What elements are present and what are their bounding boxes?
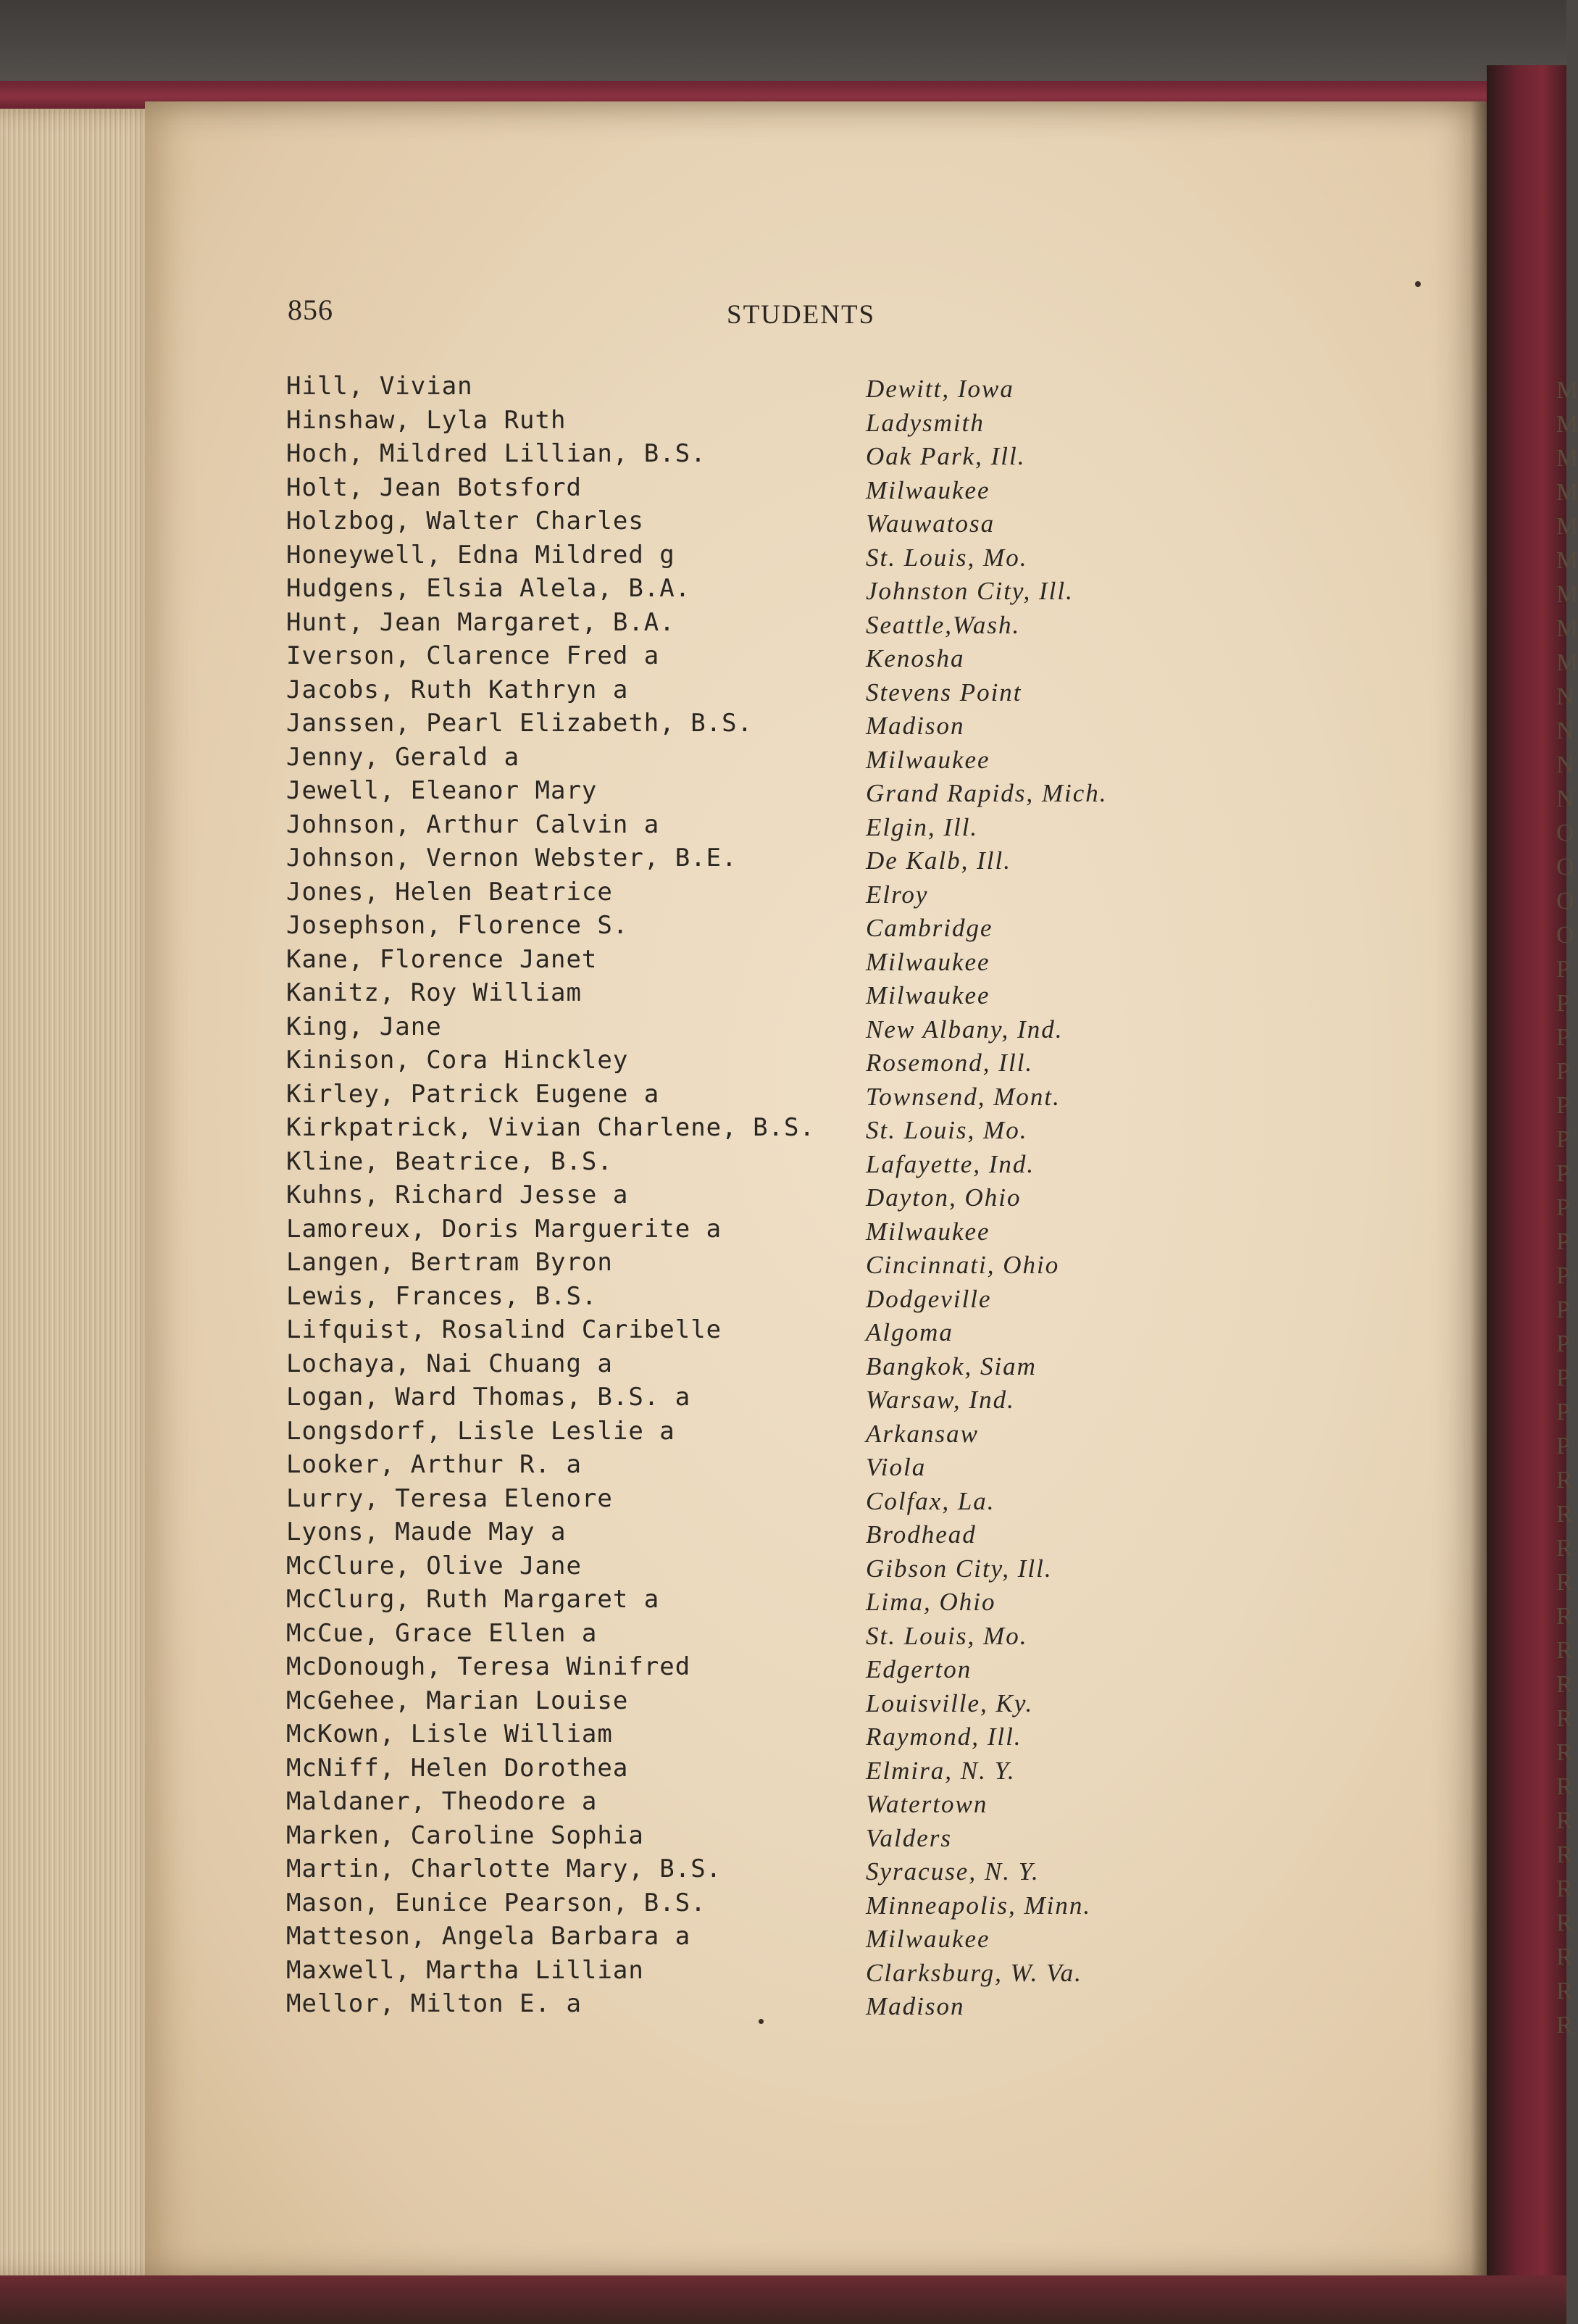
- page-speck: [1415, 281, 1421, 287]
- student-hometown: Milwaukee: [866, 745, 990, 774]
- list-item: [286, 1517, 1199, 1552]
- student-name: McNiff, Helen Dorothea: [286, 1753, 629, 1783]
- list-item: [286, 608, 1199, 642]
- student-hometown: St. Louis, Mo.: [866, 1621, 1028, 1650]
- list-item: [286, 1450, 1199, 1484]
- student-hometown: Valders: [866, 1823, 952, 1852]
- list-item: [286, 743, 1199, 777]
- student-hometown: Lima, Ohio: [866, 1588, 996, 1616]
- student-name: Kinison, Cora Hinckley: [286, 1046, 629, 1075]
- student-name: McGehee, Marian Louise: [286, 1686, 629, 1715]
- list-item: [286, 1754, 1199, 1788]
- list-item: [286, 844, 1199, 878]
- student-hometown: Raymond, Ill.: [866, 1723, 1022, 1751]
- list-item: [286, 1080, 1199, 1114]
- student-name: Martin, Charlotte Mary, B.S.: [286, 1854, 722, 1883]
- list-item: [286, 1417, 1199, 1451]
- student-name: Kuhns, Richard Jesse a: [286, 1180, 629, 1209]
- student-name: Hunt, Jean Margaret, B.A.: [286, 607, 675, 637]
- student-hometown: Milwaukee: [866, 1217, 990, 1246]
- student-hometown: Dodgeville: [866, 1284, 992, 1313]
- student-hometown: Ladysmith: [866, 408, 985, 437]
- student-hometown: Elroy: [866, 880, 929, 909]
- list-item: [286, 1113, 1199, 1147]
- student-hometown: Wauwatosa: [866, 509, 995, 538]
- student-hometown: Oak Park, Ill.: [866, 442, 1026, 470]
- student-name: Maxwell, Martha Lillian: [286, 1955, 644, 1985]
- student-hometown: Milwaukee: [866, 475, 990, 504]
- student-name: Lurry, Teresa Elenore: [286, 1483, 613, 1513]
- list-item: [286, 406, 1199, 440]
- student-hometown: Elmira, N. Y.: [866, 1756, 1016, 1785]
- list-item: [286, 1619, 1199, 1653]
- student-hometown: Milwaukee: [866, 947, 990, 976]
- list-item: [286, 641, 1199, 675]
- student-name: Lochaya, Nai Chuang a: [286, 1349, 613, 1378]
- list-item: [286, 776, 1199, 810]
- student-hometown: Minneapolis, Minn.: [866, 1891, 1092, 1920]
- student-hometown: Algoma: [866, 1318, 953, 1346]
- list-item: [286, 1686, 1199, 1720]
- student-hometown: De Kalb, Ill.: [866, 846, 1011, 875]
- student-name: King, Jane: [286, 1012, 442, 1041]
- student-name: Hinshaw, Lyla Ruth: [286, 405, 567, 435]
- student-hometown: Dewitt, Iowa: [866, 375, 1014, 403]
- student-name: Janssen, Pearl Elizabeth, B.S.: [286, 709, 753, 738]
- student-hometown: Arkansaw: [866, 1419, 979, 1448]
- student-name: McClurg, Ruth Margaret a: [286, 1585, 660, 1614]
- student-name: Lamoreux, Doris Marguerite a: [286, 1214, 722, 1244]
- student-hometown: St. Louis, Mo.: [866, 543, 1028, 572]
- student-name: Johnson, Arthur Calvin a: [286, 809, 660, 839]
- student-hometown: Rosemond, Ill.: [866, 1049, 1034, 1077]
- student-name: Iverson, Clarence Fred a: [286, 641, 660, 670]
- student-name: Jenny, Gerald a: [286, 742, 520, 772]
- student-hometown: Seattle,Wash.: [866, 610, 1021, 639]
- student-name: Hudgens, Elsia Alela, B.A.: [286, 574, 691, 603]
- student-hometown: Madison: [866, 1992, 965, 2020]
- list-item: [286, 1821, 1199, 1855]
- student-hometown: Kenosha: [866, 644, 965, 672]
- student-hometown: Grand Rapids, Mich.: [866, 779, 1108, 807]
- list-item: [286, 1720, 1199, 1754]
- list-item: [286, 439, 1199, 473]
- student-name: Kirkpatrick, Vivian Charlene, B.S.: [286, 1113, 815, 1142]
- student-name: Looker, Arthur R. a: [286, 1450, 582, 1479]
- list-item: [286, 1956, 1199, 1990]
- list-item: [286, 1248, 1199, 1282]
- student-hometown: Johnston City, Ill.: [866, 577, 1074, 605]
- list-item: [286, 1484, 1199, 1518]
- student-hometown: Warsaw, Ind.: [866, 1386, 1015, 1414]
- student-hometown: New Albany, Ind.: [866, 1015, 1064, 1044]
- list-item: [286, 541, 1199, 575]
- list-item: [286, 1585, 1199, 1619]
- student-hometown: Viola: [866, 1453, 927, 1481]
- student-hometown: Syracuse, N. Y.: [866, 1857, 1040, 1886]
- student-name: Hill, Vivian: [286, 372, 473, 401]
- student-hometown: Cambridge: [866, 914, 993, 942]
- student-name: McKown, Lisle William: [286, 1720, 613, 1749]
- student-hometown: Milwaukee: [866, 1925, 990, 1953]
- student-name: Josephson, Florence S.: [286, 911, 629, 940]
- running-head: STUDENTS: [727, 300, 876, 330]
- list-item: [286, 1349, 1199, 1383]
- student-name: Hoch, Mildred Lillian, B.S.: [286, 439, 706, 468]
- student-name: Maldaner, Theodore a: [286, 1787, 598, 1816]
- student-name: Jacobs, Ruth Kathryn a: [286, 675, 629, 704]
- list-item: [286, 878, 1199, 912]
- student-name: Holt, Jean Botsford: [286, 472, 582, 502]
- list-item: [286, 574, 1199, 608]
- list-item: [286, 1652, 1199, 1686]
- student-name: Honeywell, Edna Mildred g: [286, 540, 675, 570]
- list-item: [286, 1989, 1199, 2023]
- list-item: [286, 1215, 1199, 1249]
- book-cover-bottom-edge: [0, 2275, 1566, 2324]
- list-item: [286, 1315, 1199, 1349]
- student-name: Johnson, Vernon Webster, B.E.: [286, 844, 738, 872]
- list-item: [286, 1787, 1199, 1821]
- student-hometown: St. Louis, Mo.: [866, 1116, 1028, 1144]
- list-item: [286, 945, 1199, 979]
- student-hometown: Bangkok, Siam: [866, 1351, 1037, 1380]
- student-name: McCue, Grace Ellen a: [286, 1618, 598, 1648]
- list-item: [286, 1552, 1199, 1586]
- list-item: [286, 372, 1199, 406]
- list-item: [286, 911, 1199, 945]
- list-item: [286, 1383, 1199, 1417]
- list-item: [286, 473, 1199, 507]
- student-name: Lyons, Maude May a: [286, 1517, 567, 1546]
- student-hometown: Cincinnati, Ohio: [866, 1251, 1060, 1279]
- student-hometown: Elgin, Ill.: [866, 812, 979, 841]
- student-name: Kline, Beatrice, B.S.: [286, 1146, 613, 1176]
- page-number: 856: [288, 293, 333, 326]
- student-name: Holzbog, Walter Charles: [286, 507, 644, 536]
- student-hometown: Watertown: [866, 1790, 988, 1818]
- scanner-background: [0, 0, 1566, 87]
- student-name: Kane, Florence Janet: [286, 944, 598, 974]
- student-name: Longsdorf, Lisle Leslie a: [286, 1416, 675, 1446]
- list-item: [286, 978, 1199, 1012]
- list-item: [286, 1046, 1199, 1080]
- list-item: [286, 1147, 1199, 1181]
- student-name: Mason, Eunice Pearson, B.S.: [286, 1888, 706, 1917]
- list-item: [286, 1282, 1199, 1316]
- list-item: [286, 675, 1199, 709]
- facing-page-cropped-letters: M M M M M M M M M N N N N O O O O P P P P P P P P P P P P P P P R R R R R R R R R R R R R R R R R: [1556, 377, 1578, 2038]
- student-name: Lifquist, Rosalind Caribelle: [286, 1315, 722, 1344]
- student-name: Kirley, Patrick Eugene a: [286, 1079, 660, 1109]
- list-item: [286, 709, 1199, 743]
- list-item: [286, 1888, 1199, 1923]
- list-item: [286, 1854, 1199, 1888]
- list-item: [286, 1012, 1199, 1046]
- student-hometown: Louisville, Ky.: [866, 1688, 1034, 1717]
- page-stack-edges: [0, 109, 167, 2275]
- student-name: McClure, Olive Jane: [286, 1551, 582, 1580]
- student-hometown: Dayton, Ohio: [866, 1183, 1022, 1212]
- student-name: Jones, Helen Beatrice: [286, 877, 613, 907]
- student-hometown: Gibson City, Ill.: [866, 1554, 1053, 1583]
- student-hometown: Milwaukee: [866, 981, 990, 1009]
- student-name: Logan, Ward Thomas, B.S. a: [286, 1383, 691, 1412]
- student-name: Langen, Bertram Byron: [286, 1248, 613, 1277]
- student-hometown: Brodhead: [866, 1520, 977, 1549]
- student-hometown: Lafayette, Ind.: [866, 1149, 1035, 1178]
- list-item: [286, 1922, 1199, 1956]
- student-list: [286, 372, 1199, 2023]
- student-name: Lewis, Frances, B.S.: [286, 1281, 598, 1311]
- student-name: Marken, Caroline Sophia: [286, 1820, 644, 1850]
- page-speck: [759, 2019, 764, 2024]
- student-hometown: Townsend, Mont.: [866, 1082, 1061, 1111]
- list-item: [286, 507, 1199, 541]
- student-hometown: Stevens Point: [866, 678, 1022, 707]
- student-hometown: Madison: [866, 712, 965, 740]
- student-name: Kanitz, Roy William: [286, 978, 582, 1007]
- student-hometown: Colfax, La.: [866, 1486, 995, 1515]
- student-hometown: Edgerton: [866, 1655, 972, 1683]
- student-name: Mellor, Milton E. a: [286, 1989, 582, 2018]
- student-name: Matteson, Angela Barbara a: [286, 1922, 691, 1951]
- student-name: McDonough, Teresa Winifred: [286, 1652, 691, 1681]
- student-name: Jewell, Eleanor Mary: [286, 776, 598, 805]
- student-hometown: Clarksburg, W. Va.: [866, 1958, 1082, 1987]
- list-item: [286, 1180, 1199, 1215]
- list-item: [286, 810, 1199, 844]
